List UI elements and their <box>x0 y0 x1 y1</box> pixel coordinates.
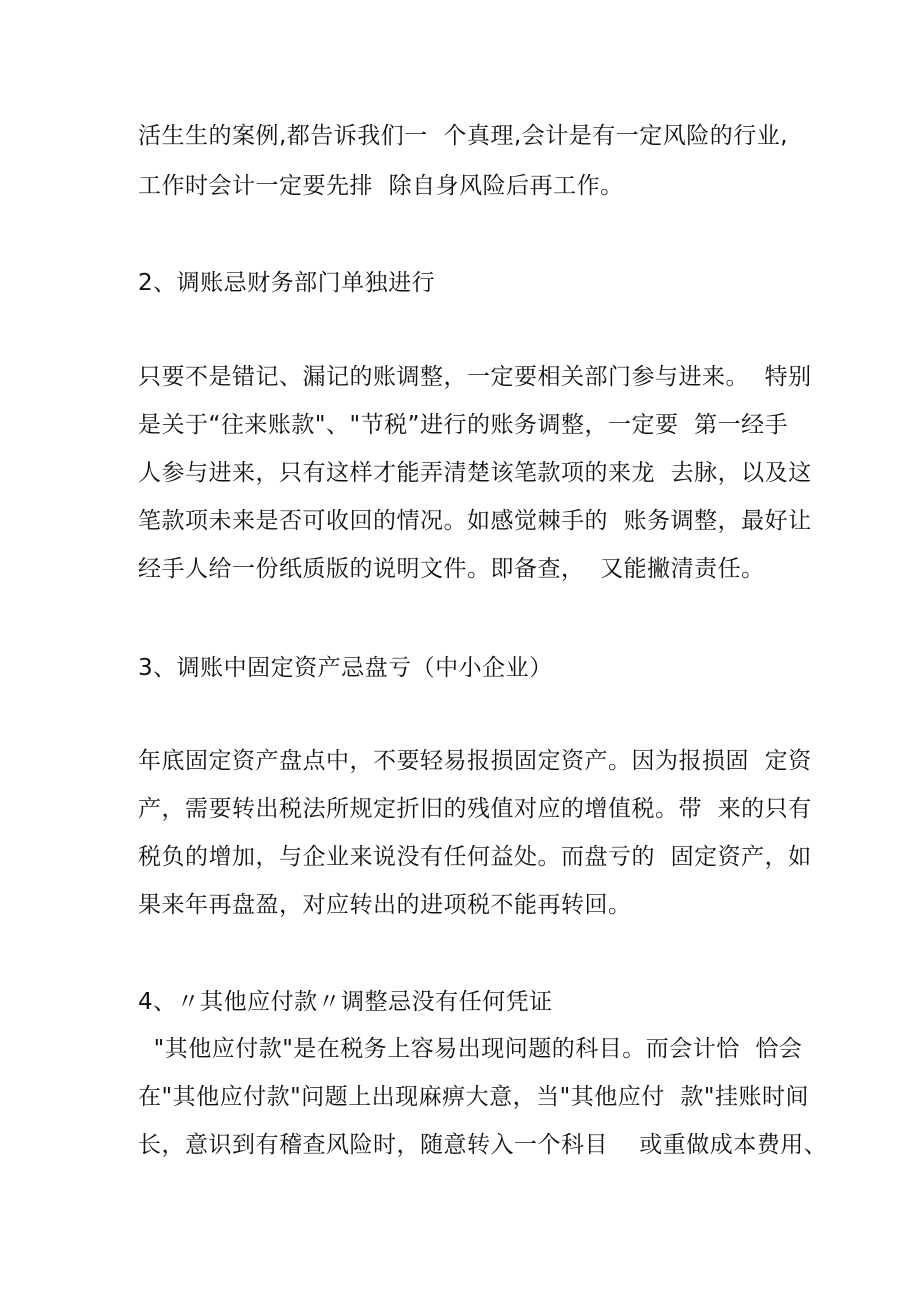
section-4-line-2: 在"其他应付款"问题上出现麻痹大意，当"其他应付 款"挂账时间 <box>138 1084 809 1110</box>
section-3-line-3: 税负的增加，与企业来说没有任何益处。而盘亏的 固定资产，如 <box>138 844 812 870</box>
section-4-heading: 4、〃其他应付款〃调整忌没有任何凭证 <box>138 989 553 1015</box>
section-2-heading: 2、调账忌财务部门单独进行 <box>138 270 436 296</box>
section-4-line-1: "其他应付款"是在税务上容易出现问题的科目。而会计恰 恰会 <box>138 1036 803 1062</box>
section-2-line-5: 经手人给一份纸质版的说明文件。即备查， 又能撇清责任。 <box>138 556 765 582</box>
section-2-line-2: 是关于“往来账款"、"节税”进行的账务调整，一定要 第一经手 <box>138 412 789 438</box>
section-4-line-3: 长，意识到有稽查风险时，随意转入一个科目 或重做成本费用、 <box>138 1132 828 1158</box>
section-2-line-3: 人参与进来，只有这样才能弄清楚该笔款项的来龙 去脉，以及这 <box>138 460 812 486</box>
section-2-line-1: 只要不是错记、漏记的账调整，一定要相关部门参与进来。 特别 <box>138 364 812 390</box>
intro-line-2: 工作时会计一定要先排 除自身风险后再工作。 <box>138 173 624 199</box>
section-3-line-4: 果来年再盘盈，对应转出的进项税不能再转回。 <box>138 892 632 918</box>
section-3-line-1: 年底固定资产盘点中，不要轻易报损固定资产。因为报损固 定资 <box>138 748 812 774</box>
section-2-line-4: 笔款项未来是否可收回的情况。如感觉棘手的 账务调整，最好让 <box>138 508 812 534</box>
intro-line-1: 活生生的案例,都告诉我们一 个真理,会计是有一定风险的行业, <box>138 123 789 149</box>
section-3-line-2: 产，需要转出税法所规定折旧的残值对应的增值税。带 来的只有 <box>138 796 812 822</box>
section-3-heading: 3、调账中固定资产忌盘亏（中小企业） <box>138 655 553 681</box>
